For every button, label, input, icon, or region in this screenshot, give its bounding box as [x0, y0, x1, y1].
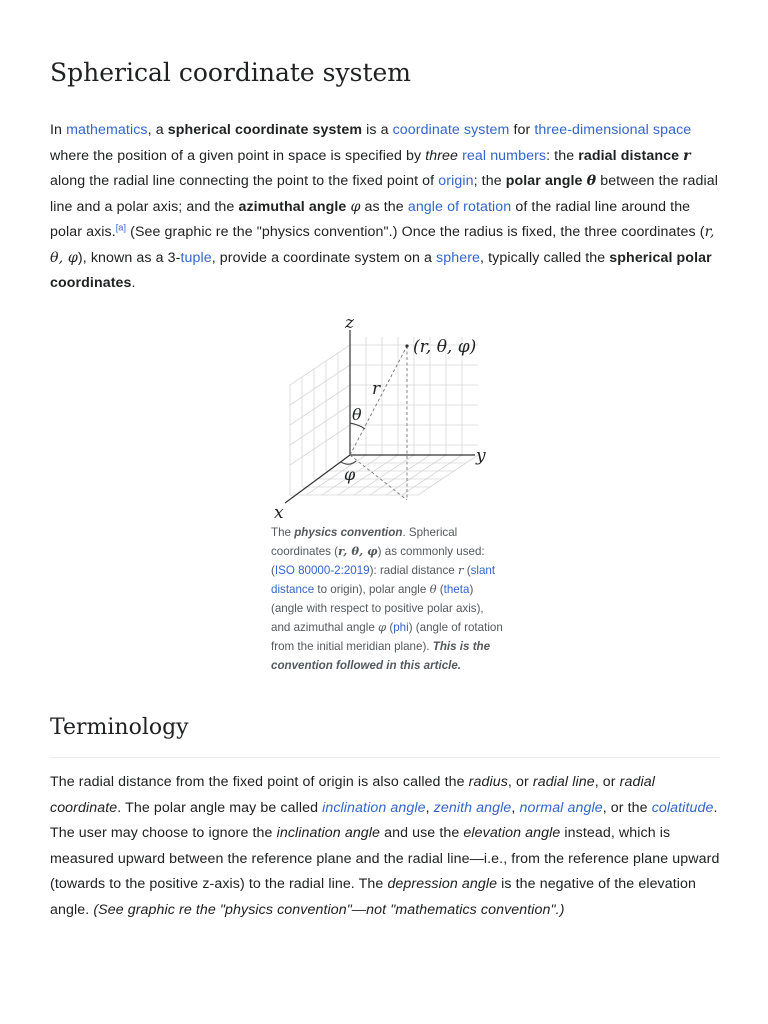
term-text: instead, which is measured upward between the reference plane and the radial line—i.e., from the reference plane upward (towards to the positive z-axis) to the radial line. The: [50, 825, 720, 892]
intro-text: ), known as a 3-: [77, 249, 181, 266]
label-point: (r, θ, φ): [413, 337, 477, 357]
floor-grid: [290, 455, 478, 495]
link-slant-distance[interactable]: slant distance: [271, 564, 496, 596]
math-triple: r, θ, φ: [50, 224, 715, 266]
label-y: y: [476, 446, 486, 466]
bold-term: radial distance: [578, 147, 680, 164]
intro-text: , a: [147, 122, 168, 138]
math-r: r: [683, 147, 691, 164]
italic-note: (See graphic re the "physics convention"—not "mathematics convention".): [93, 901, 565, 918]
math-phi: φ: [350, 198, 361, 215]
link-coordinate-system[interactable]: coordinate system: [392, 122, 510, 138]
link-tuple[interactable]: tuple: [180, 249, 212, 266]
intro-text: , provide a coordinate system on a: [211, 249, 437, 266]
intro-text: , typically called the: [480, 249, 610, 266]
italic-term: radial coordinate: [50, 774, 655, 816]
italic-term: radius: [468, 774, 508, 790]
link-three-dimensional-space[interactable]: three-dimensional space: [534, 122, 692, 138]
label-phi: φ: [344, 465, 356, 484]
caption-text: (: [386, 621, 394, 634]
bold-term: spherical coordinate system: [167, 122, 363, 138]
link-theta[interactable]: theta: [443, 583, 470, 596]
caption-text: ): radial distance: [369, 564, 458, 577]
caption-math: r: [457, 563, 464, 577]
section-heading-terminology: Terminology: [50, 715, 189, 740]
italic-term: depression angle: [387, 876, 498, 892]
caption-text: to origin), polar angle: [314, 583, 430, 596]
intro-text: ; the: [473, 173, 506, 189]
label-z: z: [345, 313, 354, 333]
page-title: Spherical coordinate system: [50, 58, 411, 87]
link-colatitude[interactable]: colatitude: [651, 799, 714, 816]
term-text: The radial distance from the fixed point of origin is also called the: [50, 774, 469, 790]
point-marker: [405, 344, 408, 347]
link-phi[interactable]: phi: [393, 621, 409, 634]
link-inclination-angle[interactable]: inclination angle: [322, 799, 426, 816]
link-zenith-angle[interactable]: zenith angle: [433, 799, 512, 816]
italic-term: three: [425, 147, 459, 164]
caption-text: ) (angle of rotation from the initial meridian plane).: [271, 621, 503, 653]
intro-text: as the: [360, 198, 408, 215]
link-angle-of-rotation[interactable]: angle of rotation: [407, 198, 512, 215]
intro-text: is a: [362, 122, 393, 138]
link-sphere[interactable]: sphere: [436, 249, 481, 266]
bold-term: azimuthal angle: [238, 198, 347, 215]
term-text: , or: [507, 774, 533, 790]
spherical-coordinates-figure: [265, 312, 501, 522]
intro-text: : the: [546, 147, 579, 164]
term-text: , or: [594, 774, 620, 790]
intro-paragraph: [50, 118, 722, 297]
math-theta: θ: [586, 173, 597, 189]
figure-caption: [271, 523, 506, 675]
caption-math: r, θ, φ: [338, 544, 378, 558]
link-origin[interactable]: origin: [438, 173, 474, 189]
section-divider: [50, 757, 720, 758]
term-text: . The user may choose to ignore the: [50, 799, 718, 841]
link-normal-angle[interactable]: normal angle: [519, 799, 603, 816]
bold-term: polar angle: [505, 173, 583, 189]
intro-text: along the radial line connecting the point to the fixed point of: [50, 173, 439, 189]
footnote-a-link[interactable]: [a]: [115, 222, 127, 233]
caption-math: θ: [429, 582, 437, 596]
link-iso[interactable]: ISO 80000-2:2019: [274, 564, 370, 577]
italic-term: elevation angle: [463, 825, 561, 841]
intro-text: where the position of a given point in space is specified by: [50, 147, 426, 164]
term-text: , or the: [602, 799, 652, 816]
term-text: ,: [511, 799, 520, 816]
term-text: and use the: [380, 825, 464, 841]
label-x: x: [274, 503, 284, 522]
italic-term: inclination angle: [276, 825, 381, 841]
link-mathematics[interactable]: mathematics: [66, 122, 148, 138]
intro-text: In: [50, 122, 67, 138]
term-text: . The polar angle may be called: [117, 799, 323, 816]
label-r: r: [372, 379, 381, 399]
caption-math: φ: [378, 620, 387, 634]
term-text: ,: [425, 799, 434, 816]
caption-text: ) as commonly used: (: [271, 545, 485, 577]
label-theta: θ: [352, 405, 362, 424]
caption-text: The: [271, 526, 295, 539]
link-real-numbers[interactable]: real numbers: [462, 147, 547, 164]
caption-bold-term: physics convention: [294, 526, 403, 539]
caption-text: (: [436, 583, 444, 596]
term-text: is the negative of the elevation angle.: [50, 876, 697, 918]
floor-projection: [350, 455, 407, 500]
caption-emphasis: This is the convention followed in this article.: [271, 640, 491, 672]
radial-line: [350, 346, 407, 455]
caption-text: . Spherical coordinates (: [271, 526, 458, 558]
intro-text: for: [509, 122, 535, 138]
bold-term: spherical polar coordinates: [50, 249, 712, 291]
intro-text: of the radial line around the polar axis.: [50, 198, 691, 240]
intro-text: (See graphic re the "physics convention".) Once the radius is fixed, the three coordinates (: [126, 224, 705, 240]
terminology-paragraph: [50, 770, 722, 923]
caption-text: ) (angle with respect to positive polar axis), and azimuthal angle: [271, 583, 484, 634]
intro-text: between the radial line and a polar axis; and the: [50, 173, 718, 215]
intro-text: .: [131, 275, 136, 291]
italic-term: radial line: [532, 774, 595, 790]
caption-text: (: [463, 564, 471, 577]
side-wall-grid: [290, 345, 350, 495]
